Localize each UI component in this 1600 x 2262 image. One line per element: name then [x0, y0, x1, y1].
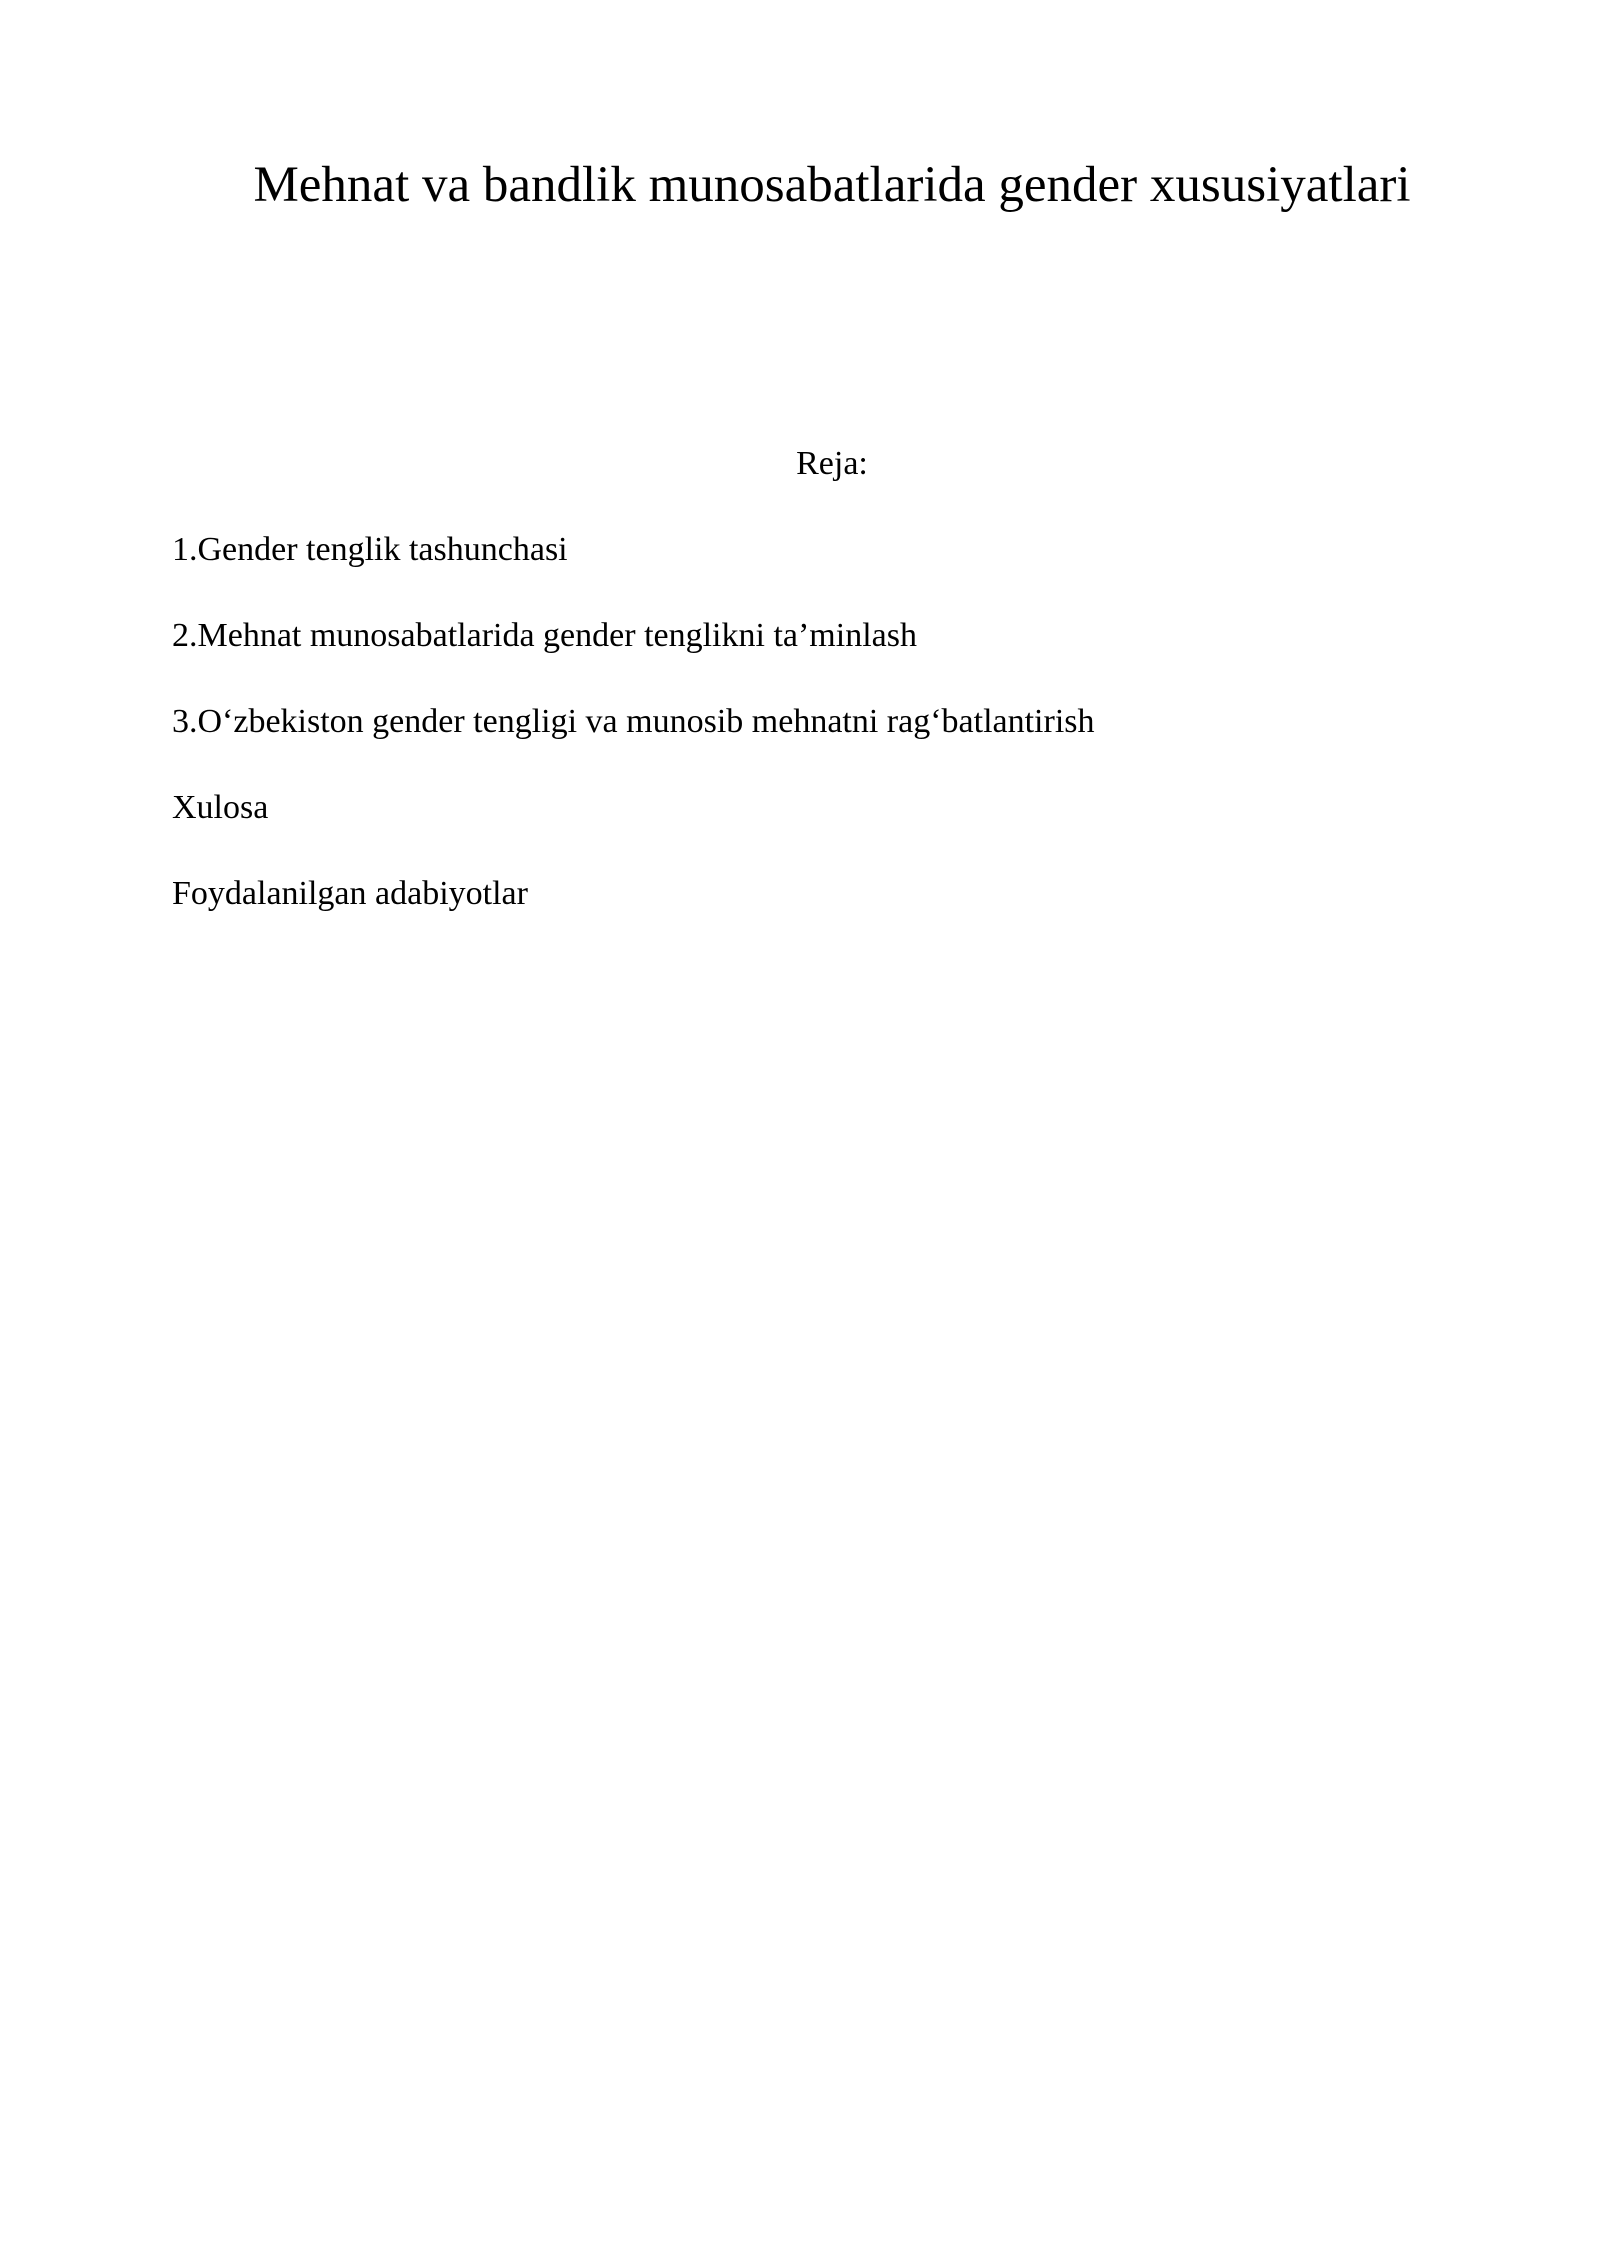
plan-heading: Reja:: [796, 445, 868, 482]
plan-item-conclusion: Xulosa: [172, 789, 269, 826]
plan-item-3: 3.O‘zbekiston gender tengligi va munosib mehnatni rag‘batlantirish: [172, 703, 1095, 740]
plan-item-2: 2.Mehnat munosabatlarida gender tenglikni ta’minlash: [172, 617, 917, 654]
plan-list: [172, 526, 1492, 956]
plan-item-1: 1.Gender tenglik tashunchasi: [172, 531, 568, 568]
plan-item-references: Foydalanilgan adabiyotlar: [172, 875, 528, 912]
document-title: Mehnat va bandlik munosabatlarida gender xususiyatlari: [253, 157, 1411, 213]
